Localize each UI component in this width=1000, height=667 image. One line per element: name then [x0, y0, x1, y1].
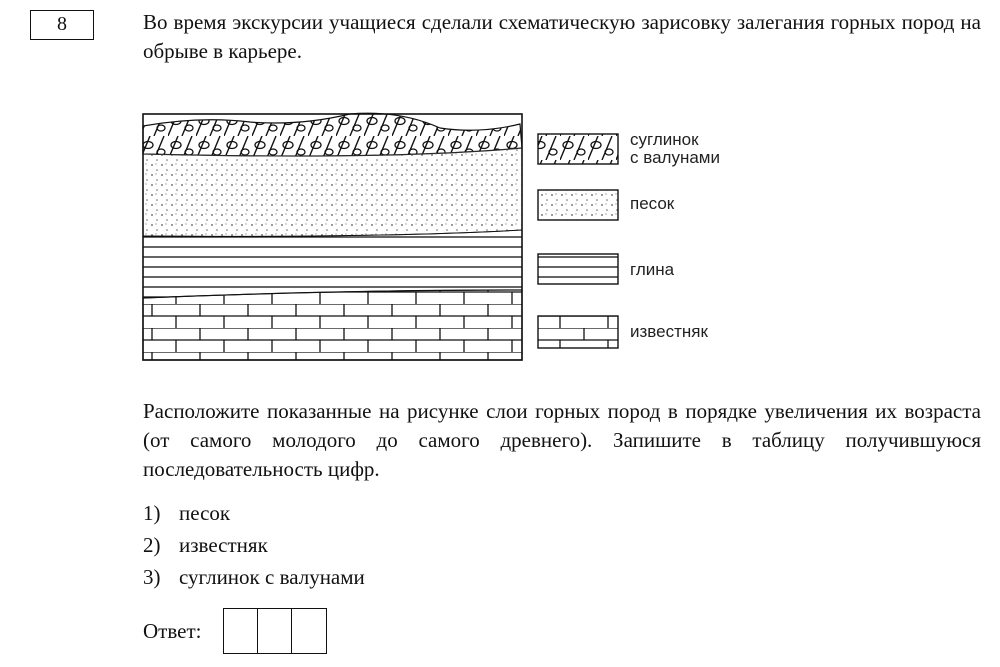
- option-number: 3): [143, 565, 161, 589]
- question-intro: Во время экскурсии учащиеся сделали схематическую зарисовку залегания горных пород на обрыве в карьере.: [143, 10, 981, 63]
- option-number: 2): [143, 533, 161, 557]
- option-label: песок: [179, 501, 231, 525]
- answer-cell-3[interactable]: [292, 609, 326, 653]
- answer-cells: [223, 608, 327, 654]
- legend-swatch-loam: [538, 134, 618, 164]
- question-number: 8: [30, 10, 94, 40]
- legend-swatch-limestone: [538, 316, 618, 348]
- legend-label-clay: глина: [630, 260, 675, 279]
- answer-label: Ответ:: [143, 618, 202, 643]
- option-number: 1): [143, 501, 161, 525]
- option-item: [143, 561, 365, 593]
- legend-swatch-sand: [538, 190, 618, 220]
- legend-label-limestone: известняк: [630, 322, 708, 341]
- option-item: [143, 497, 365, 529]
- options-list: [143, 497, 365, 593]
- legend-label-loam: суглинок с валунами: [630, 130, 720, 167]
- option-label: суглинок с валунами: [179, 565, 365, 589]
- option-label: известняк: [179, 533, 268, 557]
- layer-sand: [143, 148, 522, 236]
- answer-cell-1[interactable]: [224, 609, 258, 653]
- answer-cell-2[interactable]: [258, 609, 292, 653]
- option-item: [143, 529, 365, 561]
- layer-limestone: [143, 290, 522, 360]
- answer-row: [143, 608, 327, 654]
- layer-loam: [143, 113, 522, 156]
- layer-clay: [143, 230, 522, 298]
- task-text: Расположите показанные на рисунке слои горных пород в порядке увеличения их возраста (от самого молодого до самого древнего). Запишите в таблицу получившуюся последовательность цифр.: [143, 399, 981, 481]
- legend-label-sand: песок: [630, 194, 675, 213]
- legend-swatch-clay: [538, 254, 618, 284]
